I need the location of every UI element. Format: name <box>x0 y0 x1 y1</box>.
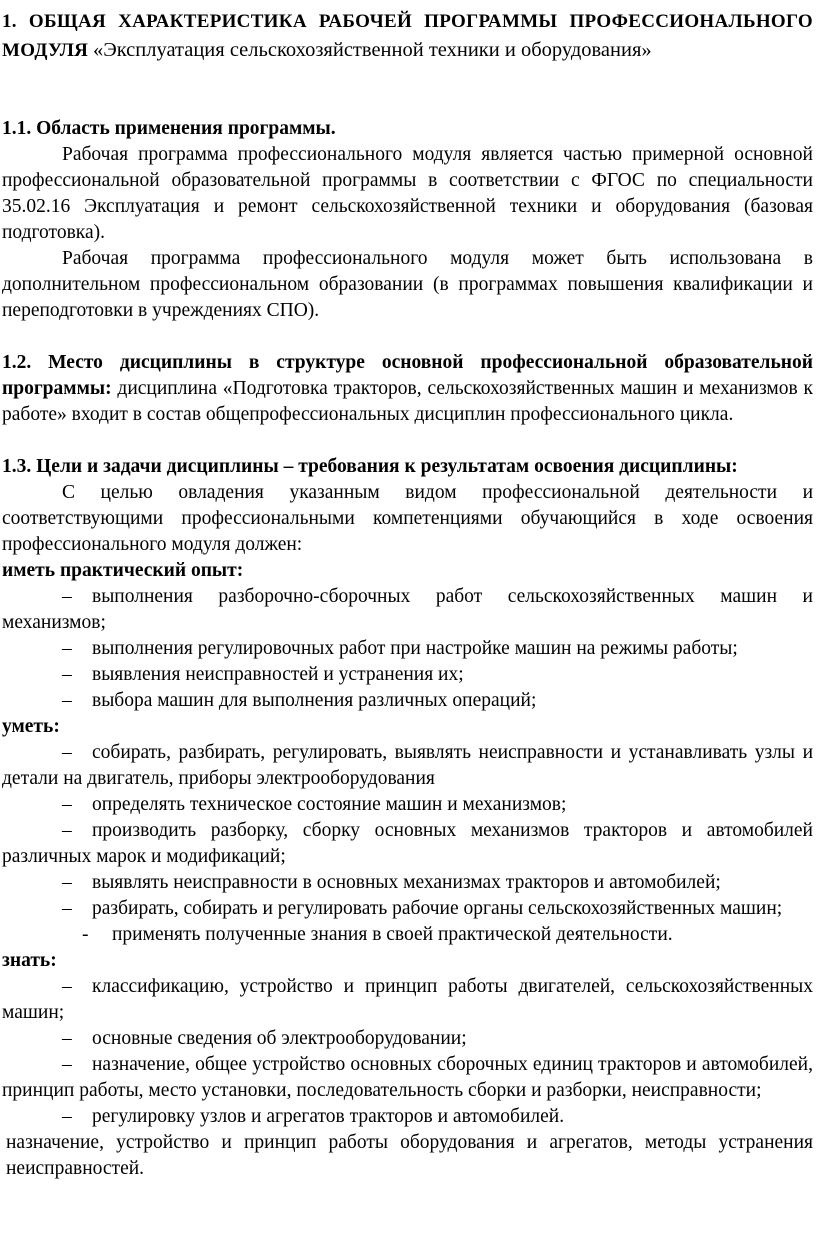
skills-item: – производить разборку, сборку основных механизмов тракторов и автомобилей различных марок и модификаций; <box>2 820 813 867</box>
knowledge-item: – регулировку узлов и агрегатов тракторов и автомобилей. <box>2 1104 813 1130</box>
section-1-2-heading: 1.2. Место дисциплины в структуре основной профессиональной образовательной программы: <box>2 352 813 399</box>
section-1-3-heading: 1.3. Цели и задачи дисциплины – требования к результатам освоения дисциплины: <box>2 456 738 477</box>
dash-glyph: – <box>62 1106 72 1127</box>
section-1-1-paragraph-2: Рабочая программа профессионального модуля может быть использована в дополнительном профессиональном образовании (в программах повышения квалификации и переподготовки в учреждениях СПО). <box>2 248 813 321</box>
section-1-1-paragraph-1: Рабочая программа профессионального модуля является частью примерной основной профессиональной образовательной программы в соответствии с ФГОС по специальности 35.02.16 Эксплуатация и ремонт сельскохозяйственной техники и оборудования (базовая подготовка). <box>2 144 813 243</box>
dash-glyph: – <box>62 976 72 997</box>
dash-glyph: – <box>62 872 72 893</box>
section-1-3-intro: С целью овладения указанным видом профессиональной деятельности и соответствующими профессиональными компетенциями обучающийся в ходе освоения профессионального модуля должен: <box>2 482 813 555</box>
skills-item: – разбирать, собирать и регулировать рабочие органы сельскохозяйственных машин; <box>2 896 813 922</box>
knowledge-extra: назначение, устройство и принцип работы оборудования и агрегатов, методы устранения неисправностей. <box>6 1132 813 1179</box>
skills-label: уметь: <box>2 716 60 737</box>
document-title <box>2 8 813 65</box>
dash-glyph: – <box>62 820 72 841</box>
skills-item: – определять техническое состояние машин и механизмов; <box>2 792 813 818</box>
hyphen-glyph: - <box>82 924 89 945</box>
dash-glyph: – <box>62 898 72 919</box>
title-bold: 1. ОБЩАЯ ХАРАКТЕРИСТИКА РАБОЧЕЙ ПРОГРАММЫ ПРОФЕССИОНАЛЬНОГО МОДУЛЯ <box>2 11 813 61</box>
experience-label: иметь практический опыт: <box>2 560 244 581</box>
section-1-2-text: дисциплина «Подготовка тракторов, сельскохозяйственных машин и механизмов к работе» входит в состав общепрофессиональных дисциплин профессионального цикла. <box>2 378 813 425</box>
knowledge-label: знать: <box>2 950 57 971</box>
experience-item: – выполнения регулировочных работ при настройке машин на режимы работы; <box>2 636 813 662</box>
skills-item: – выявлять неисправности в основных механизмах тракторов и автомобилей; <box>2 870 813 896</box>
dash-glyph: – <box>62 1028 72 1049</box>
title-plain: «Эксплуатация сельскохозяйственной техники и оборудования» <box>92 39 652 61</box>
knowledge-item: – основные сведения об электрооборудовании; <box>2 1026 813 1052</box>
knowledge-item: – назначение, общее устройство основных сборочных единиц тракторов и автомобилей, принцип работы, место установки, последовательность сборки и разборки, неисправности; <box>2 1054 813 1101</box>
dash-glyph: – <box>62 664 72 685</box>
section-1-2-paragraph <box>2 350 813 428</box>
experience-item: – выбора машин для выполнения различных операций; <box>2 688 813 714</box>
dash-glyph: – <box>62 586 72 607</box>
experience-item: – выполнения разборочно-сборочных работ сельскохозяйственных машин и механизмов; <box>2 586 813 633</box>
dash-glyph: – <box>62 742 72 763</box>
dash-glyph: – <box>62 794 72 815</box>
dash-glyph: – <box>62 690 72 711</box>
knowledge-item: – классификацию, устройство и принцип работы двигателей, сельскохозяйственных машин; <box>2 976 813 1023</box>
experience-item: – выявления неисправностей и устранения их; <box>2 662 813 688</box>
dash-glyph: – <box>62 1054 72 1075</box>
dash-glyph: – <box>62 638 72 659</box>
skills-extra-item: - применять полученные знания в своей практической деятельности. <box>2 922 813 948</box>
section-1-1-heading: 1.1. Область применения программы. <box>2 118 336 139</box>
skills-item: – собирать, разбирать, регулировать, выявлять неисправности и устанавливать узлы и детали на двигатель, приборы электрооборудования <box>2 742 813 789</box>
